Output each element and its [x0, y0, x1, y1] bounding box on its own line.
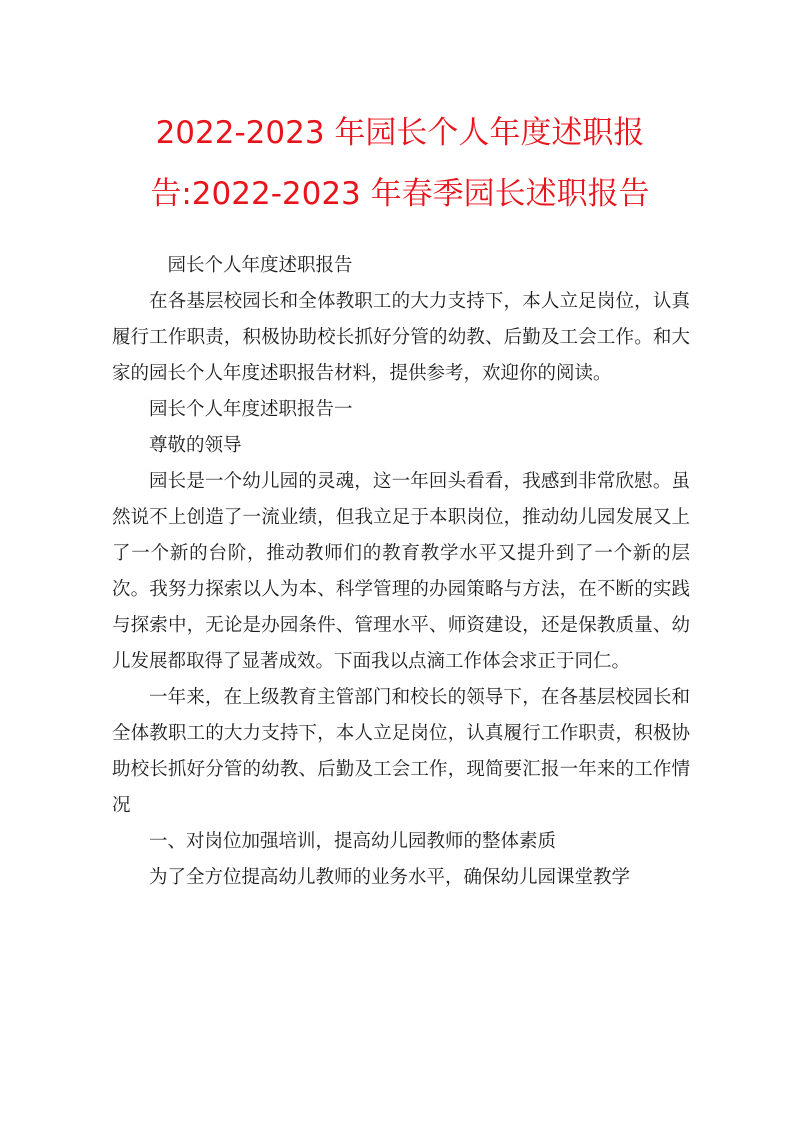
section-heading: 一、对岗位加强培训，提高幼儿园教师的整体素质	[149, 831, 557, 852]
document-title-line-2: 告:2022-2023 年春季园长述职报告	[150, 176, 650, 212]
section-heading: 园长个人年度述职报告	[167, 255, 353, 276]
body-paragraph: 园长是一个幼儿园的灵魂，这一年回头看看，我感到非常欣慰。虽然说不上创造了一流业绩，但我立足于本职岗位，推动幼儿园发展又上了一个新的台阶，推动教师们的教育教学水平又提升到了一个新的层次。我努力探索以人为本、科学管理的办园策略与方法，在不断的实践与探索中，无论是办园条件、管理水平、师资建设，还是保教质量、幼儿发展都取得了显著成效。下面我以点滴工作体会求正于同仁。	[112, 471, 690, 672]
document-body	[112, 248, 690, 896]
document-title-line-1: 2022-2023 年园长个人年度述职报	[155, 115, 645, 151]
intro-paragraph: 在各基层校园长和全体教职工的大力支持下，本人立足岗位，认真履行工作职责，积极协助校长抓好分管的幼教、后勤及工会工作。和大家的园长个人年度述职报告材料，提供参考，欢迎你的阅读。	[112, 291, 690, 384]
salutation: 尊敬的领导	[149, 435, 242, 456]
body-paragraph: 一年来，在上级教育主管部门和校长的领导下，在各基层校园长和全体教职工的大力支持下，本人立足岗位，认真履行工作职责，积极协助校长抓好分管的幼教、后勤及工会工作，现简要汇报一年来的工作情况	[112, 687, 690, 816]
report-subtitle: 园长个人年度述职报告一	[149, 399, 353, 420]
body-paragraph: 为了全方位提高幼儿教师的业务水平，确保幼儿园课堂教学	[149, 867, 631, 888]
